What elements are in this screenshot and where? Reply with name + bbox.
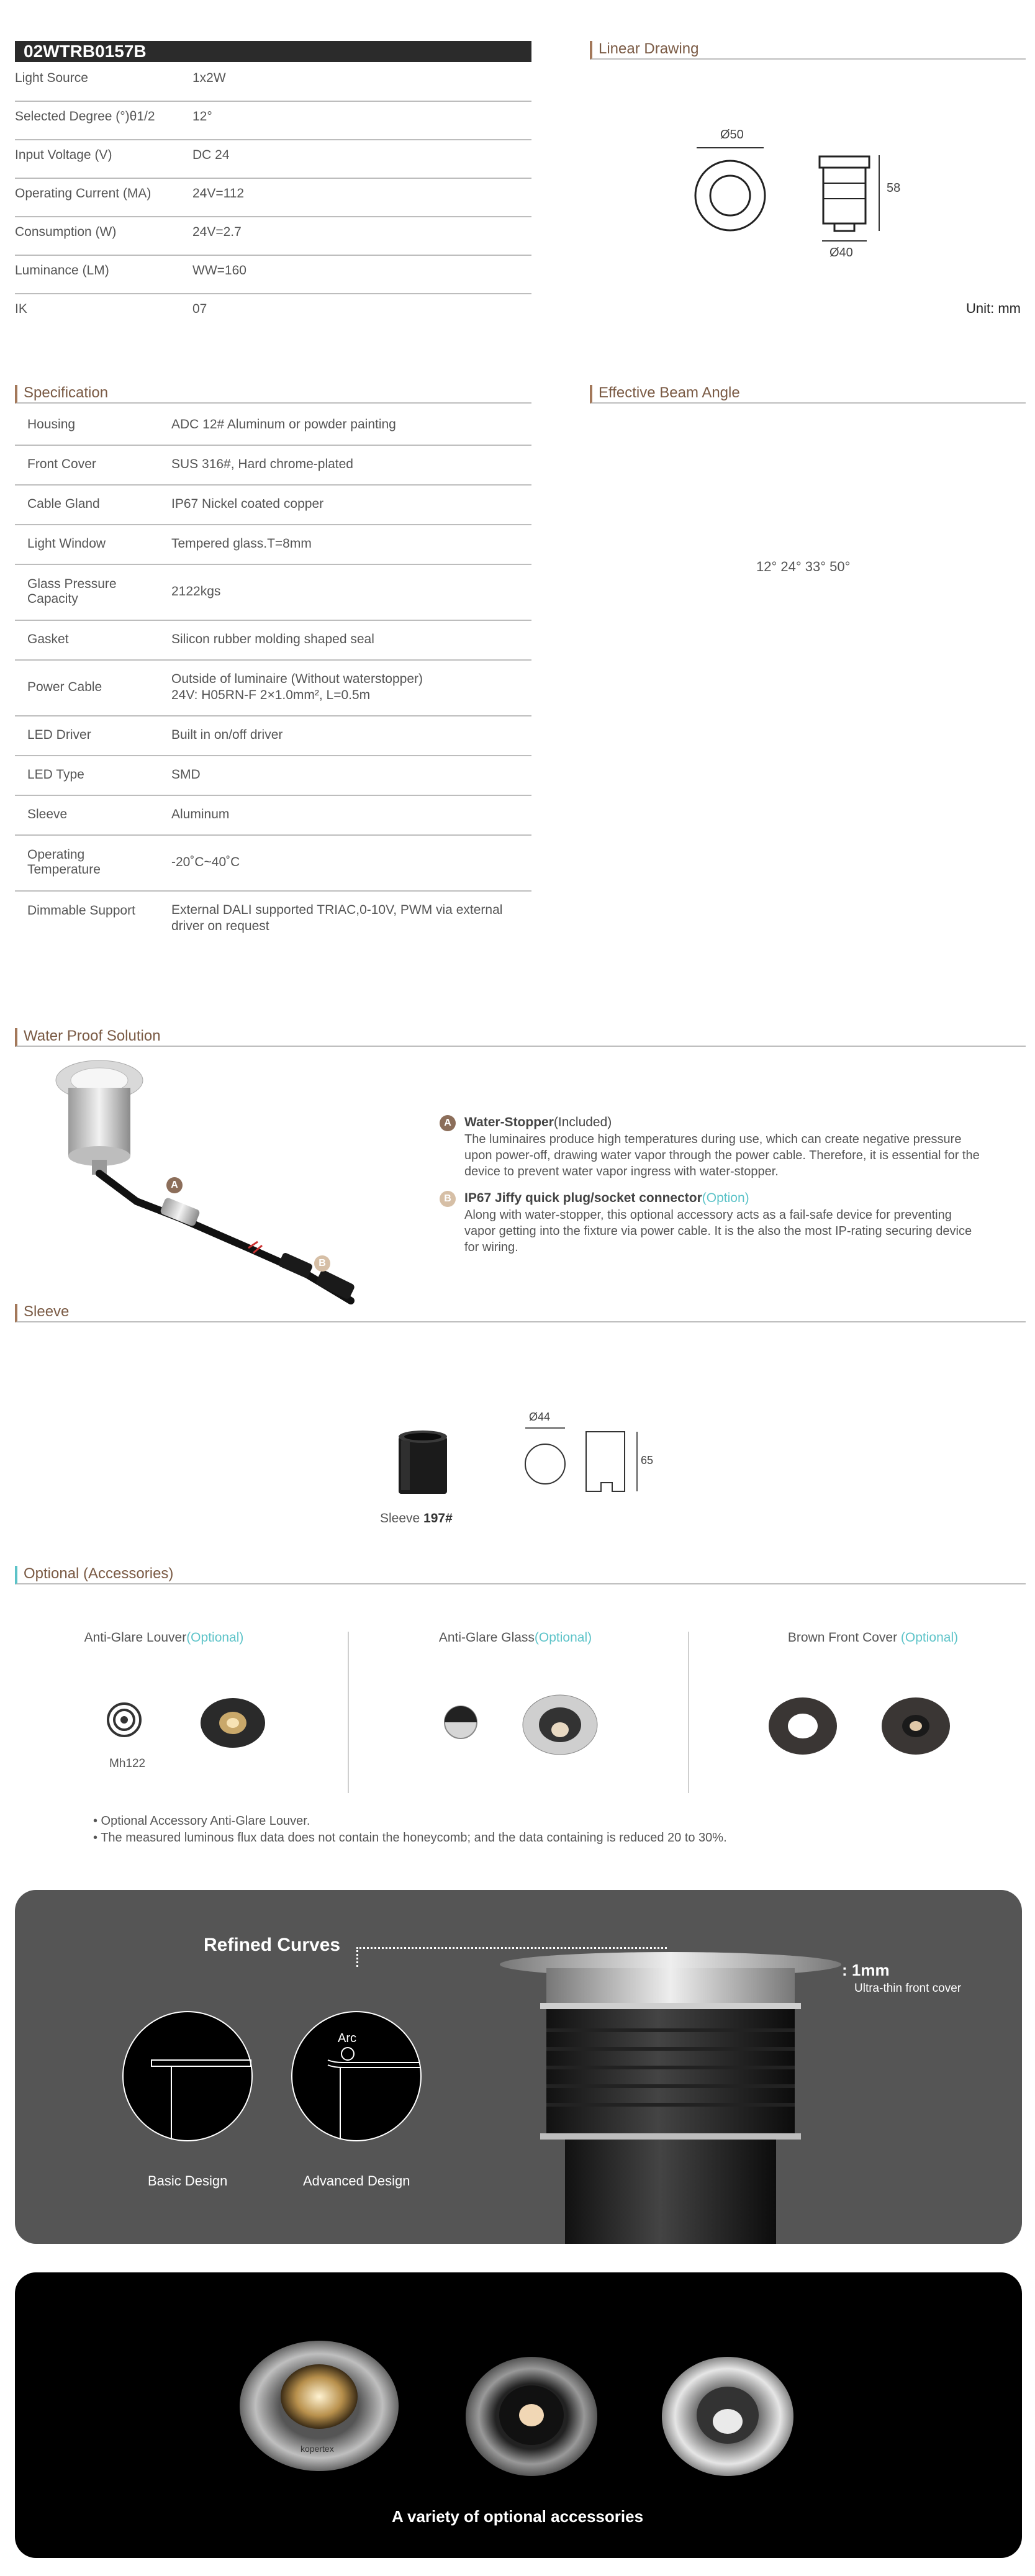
bottom-diameter-label: Ø40 <box>829 246 853 260</box>
param-value: 07 <box>192 302 207 316</box>
optional-cover-title: Brown Front Cover (Optional) <box>787 1630 959 1645</box>
spec-value: ADC 12# Aluminum or powder painting <box>171 417 396 432</box>
param-value: WW=160 <box>192 263 246 278</box>
spec-value: Silicon rubber molding shaped seal <box>171 632 374 646</box>
unit-label: Unit: mm <box>966 301 1021 316</box>
param-row <box>15 101 531 140</box>
sleeve-photo <box>395 1428 451 1499</box>
spec-row <box>15 484 531 525</box>
spec-label: LED Type <box>27 767 84 782</box>
advanced-design-circle <box>291 2010 422 2145</box>
variety-caption: A variety of optional accessories <box>391 2507 644 2526</box>
badge-b: B <box>440 1191 456 1207</box>
spec-value: IP67 Nickel coated copper <box>171 497 324 511</box>
sleeve-header: Sleeve <box>15 1304 1026 1322</box>
beam-angle-header: Effective Beam Angle <box>590 385 1026 404</box>
optional-divider-1 <box>348 1632 349 1793</box>
brown-cover-icon <box>767 1695 838 1760</box>
glass-fixture-icon <box>522 1692 599 1760</box>
spec-row <box>15 890 531 946</box>
spec-row <box>15 620 531 661</box>
spec-label: Front Cover <box>27 457 96 471</box>
spec-value: External DALI supported TRIAC,0-10V, PWM via external driver on request <box>171 903 503 933</box>
variety-fixture-3 <box>661 2356 795 2480</box>
optional-glass-title: Anti-Glare Glass(Optional) <box>438 1630 592 1645</box>
param-value: 12° <box>192 109 212 124</box>
spec-value: Built in on/off driver <box>171 728 283 742</box>
badge-a: A <box>440 1115 456 1131</box>
sleeve-height: 65 <box>641 1454 654 1467</box>
param-label: Consumption (W) <box>15 225 117 239</box>
spec-label: Sleeve <box>27 807 68 821</box>
beam-angle-values: 12° 24° 33° 50° <box>756 559 851 574</box>
linear-drawing-figure <box>689 124 950 276</box>
variety-fixture-2 <box>464 2356 599 2480</box>
spec-label: Operating Temperature <box>27 847 101 877</box>
advanced-design-label: Advanced Design <box>303 2173 410 2189</box>
spec-row <box>15 524 531 565</box>
spec-label: Cable Gland <box>27 497 100 511</box>
spec-row <box>15 715 531 756</box>
spec-label: Gasket <box>27 632 69 646</box>
param-label: Luminance (LM) <box>15 263 109 278</box>
param-row <box>15 178 531 217</box>
refined-leader-line <box>356 1947 667 1949</box>
glass-icon <box>442 1704 479 1744</box>
optional-notes: • Optional Accessory Anti-Glare Louver. • The measured luminous flux data does not contain the honeycomb; and the data containing is reduced 20 to 30%. <box>93 1814 727 1845</box>
param-label: Selected Degree (°)θ1/2 <box>15 109 155 124</box>
spec-value: Aluminum <box>171 807 230 821</box>
badge-b-diagram: B <box>314 1255 330 1272</box>
spec-value: Outside of luminaire (Without waterstopper) 24V: H05RN-F 2×1.0mm², L=0.5m <box>171 672 423 702</box>
optional-divider-2 <box>688 1632 689 1793</box>
param-label: Input Voltage (V) <box>15 148 112 162</box>
top-diameter-label: Ø50 <box>720 128 744 142</box>
thickness-caption: Ultra-thin front cover <box>854 1982 962 1995</box>
badge-a-diagram: A <box>166 1177 183 1193</box>
model-number: 02WTRB0157B <box>15 41 531 62</box>
param-row <box>15 293 531 320</box>
refined-leader-drop <box>356 1947 358 1967</box>
linear-drawing-header: Linear Drawing <box>590 41 1026 60</box>
param-label: IK <box>15 302 27 316</box>
waterstopper-title: Water-Stopper(Included) <box>464 1115 612 1129</box>
spec-row <box>15 405 531 446</box>
param-label: Operating Current (MA) <box>15 186 151 201</box>
param-row <box>15 216 531 256</box>
optional-louver-title: Anti-Glare Louver(Optional) <box>84 1630 244 1645</box>
spec-value: -20˚C~40˚C <box>171 855 240 869</box>
specification-header: Specification <box>15 385 531 404</box>
sleeve-drawing <box>519 1411 668 1506</box>
param-value: DC 24 <box>192 148 230 162</box>
spec-row <box>15 834 531 892</box>
connector-title: IP67 Jiffy quick plug/socket connector(Option) <box>464 1191 749 1205</box>
param-value: 1x2W <box>192 71 226 85</box>
spec-label: Dimmable Support <box>27 903 135 918</box>
spec-row <box>15 659 531 716</box>
sleeve-caption: Sleeve 197# <box>380 1511 453 1525</box>
spec-row <box>15 795 531 836</box>
connector-text: Along with water-stopper, this optional accessory acts as a fail-safe device for preventing vapor getting into the fixture via power cable. It is the also the most IP-rating securing device for wiring. <box>464 1208 972 1254</box>
spec-row <box>15 755 531 796</box>
spec-label: Housing <box>27 417 76 432</box>
variety-fixture-1 <box>238 2334 400 2480</box>
param-label: Light Source <box>15 71 88 85</box>
arc-label: Arc <box>338 2031 356 2045</box>
brown-cover-fixture-icon <box>880 1695 951 1760</box>
optional-header: Optional (Accessories) <box>15 1566 1026 1584</box>
variety-brand: kopertex <box>301 2444 334 2454</box>
spec-value: SMD <box>171 767 201 782</box>
spec-row <box>15 445 531 486</box>
spec-label: Glass Pressure Capacity <box>27 577 117 606</box>
param-value: 24V=112 <box>192 186 245 201</box>
param-row <box>15 139 531 179</box>
fixture-cable-svg <box>43 1055 391 1316</box>
waterstopper-illustration <box>43 1055 391 1319</box>
param-row <box>15 255 531 294</box>
thickness-value: : 1mm <box>842 1961 890 1979</box>
param-row <box>15 62 531 102</box>
waterstopper-text: The luminaires produce high temperatures during use, which can create negative pressure upon power-off, drawing water vapor through the power cable. Therefore, it is essential for the device to prevent water vapor ingress with water-stopper. <box>464 1132 980 1178</box>
spec-value: Tempered glass.T=8mm <box>171 536 312 551</box>
louver-model: Mh122 <box>109 1757 146 1770</box>
louver-fixture-icon <box>199 1695 267 1754</box>
height-label: 58 <box>887 181 901 195</box>
louver-icon <box>106 1701 143 1742</box>
spec-label: LED Driver <box>27 728 91 742</box>
waterproof-header: Water Proof Solution <box>15 1028 1026 1047</box>
sleeve-svg <box>395 1428 451 1496</box>
spec-value: SUS 316#, Hard chrome-plated <box>171 457 353 471</box>
linear-drawing-svg <box>689 124 950 273</box>
sleeve-diameter: Ø44 <box>529 1411 551 1423</box>
basic-design-circle <box>122 2010 253 2145</box>
param-value: 24V=2.7 <box>192 225 242 239</box>
spec-value: 2122kgs <box>171 584 221 599</box>
spec-row <box>15 564 531 621</box>
basic-design-label: Basic Design <box>148 2173 228 2189</box>
fixture-closeup <box>497 1950 844 2247</box>
refined-curves-title: Refined Curves <box>204 1935 341 1955</box>
spec-label: Power Cable <box>27 680 102 694</box>
spec-label: Light Window <box>27 536 106 551</box>
